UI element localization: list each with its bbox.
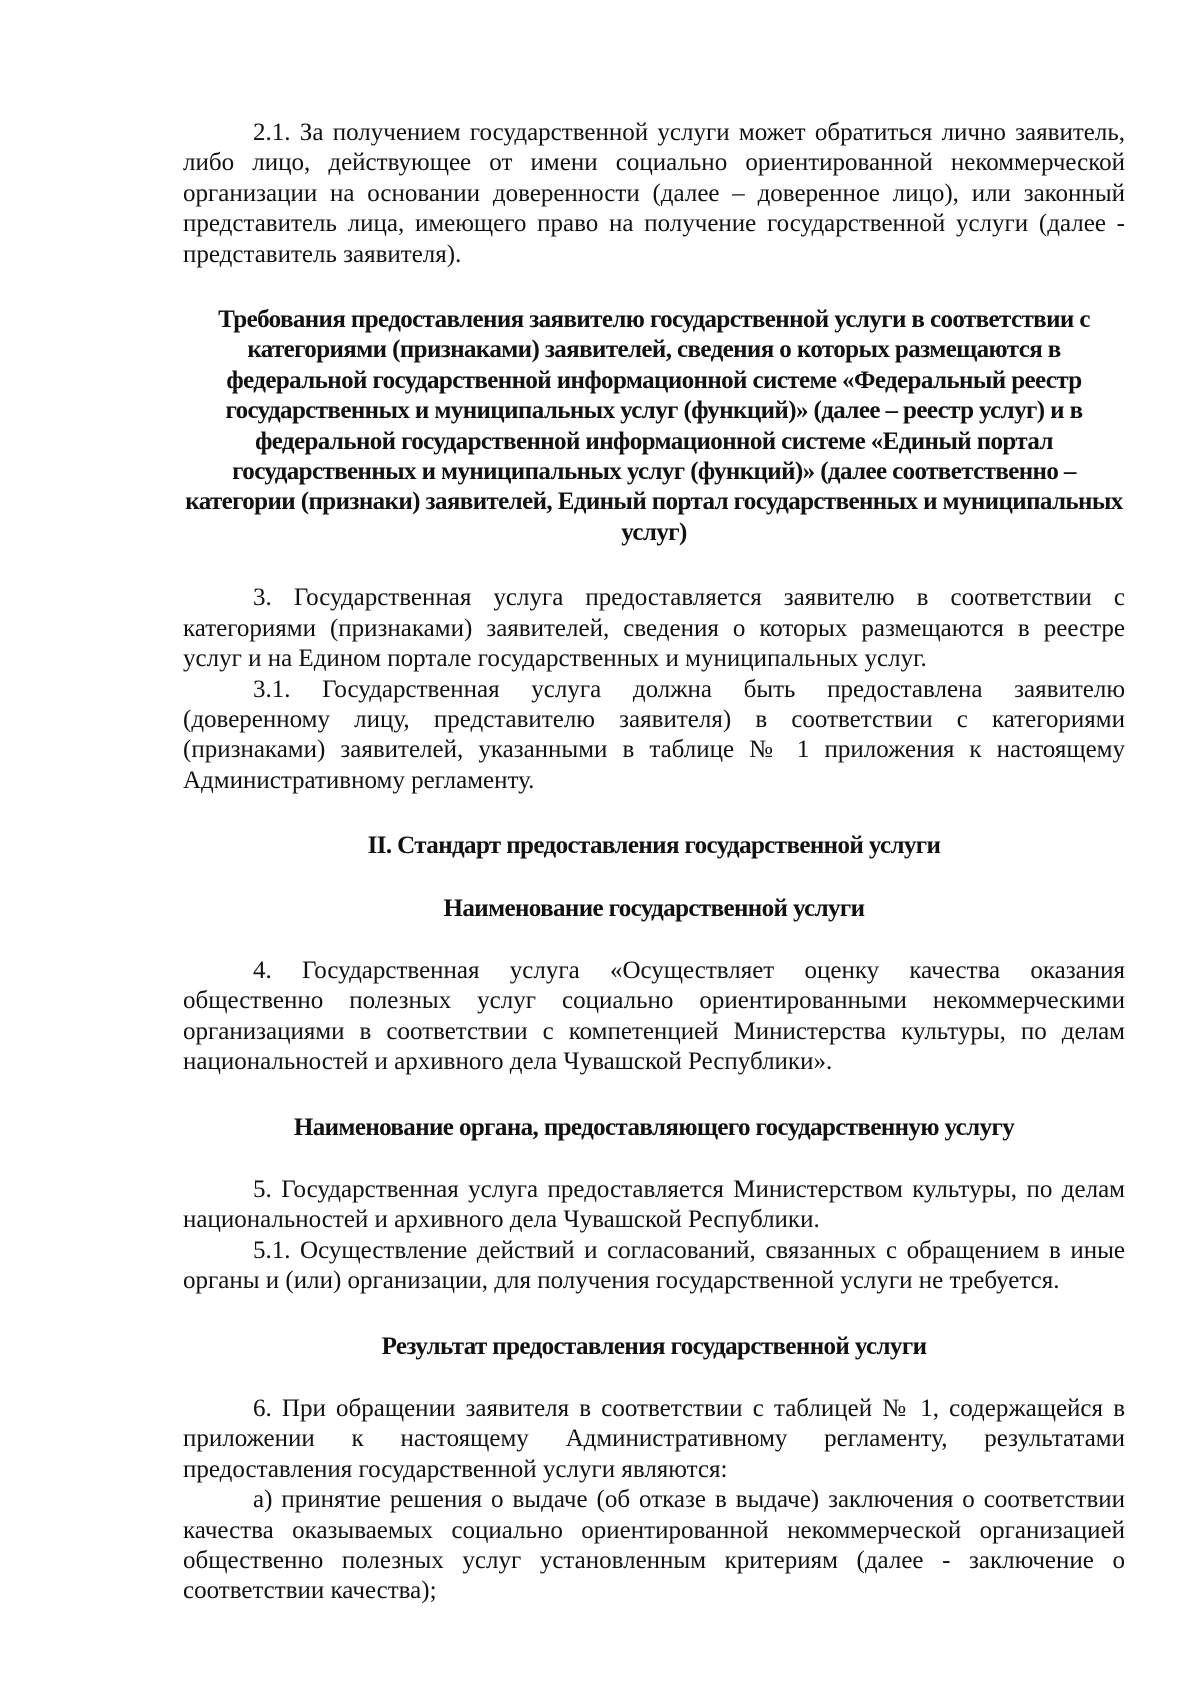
paragraph-3: 3. Государственная услуга предоставляется заявителю в соответствии с категориями (признаками) заявителей, сведения о которых размещаются в реестре услуг и на Едином портале государственных и муниципальных услуг. [183,584,1125,673]
spacer [183,270,1125,305]
spacer [183,1362,1125,1394]
spacer [183,1078,1125,1113]
paragraph-5-1: 5.1. Осуществление действий и согласований, связанных с обращением в иные органы и (или) организации, для получения государственной услуги не требуется. [183,1236,1125,1295]
heading-requirements: Требования предоставления заявителю государственной услуги в соответствии с категориями (признаками) заявителей, сведения о которых размещаются в федеральной государственной информационной системе «Федеральный реестр государственных и муниципальных услуг (функций)» (далее – реестр услуг) и в федеральной государственной информационной системе «Единый портал государственных и муниципальных услуг (функций)» (далее соответственно – категории (признаки) заявителей, Единый портал государственных и муниципальных услуг) [185,306,1123,546]
spacer [183,862,1125,894]
paragraph-6: 6. При обращении заявителя в соответствии с таблицей № 1, содержащейся в приложении к настоящему Административному регламенту, результатами предоставления государственной услуги являются: [183,1395,1125,1483]
heading-authority-name: Наименование органа, предоставляющего государственную услугу [293,1113,1015,1141]
heading-section-2: II. Стандарт предоставления государственной услуги [367,832,941,860]
heading-result: Результат предоставления государственной услуги [381,1332,927,1360]
heading-service-name: Наименование государственной услуги [443,894,865,922]
paragraph-6-a: а) принятие решения о выдаче (об отказе в выдаче) заключения о соответствии качества оказываемых социально ориентированной некоммерческой организацией общественно полезных услуг установленным критериям (далее - заключение о соответствии качества); [183,1486,1125,1605]
spacer [183,548,1125,583]
spacer [183,1143,1125,1175]
spacer [183,796,1125,831]
document-page [183,118,1125,1607]
paragraph-2-1: 2.1. За получением государственной услуги может обратиться лично заявитель, либо лицо, действующее от имени социально ориентированной некоммерческой организации на основании доверенности (далее – доверенное лицо), или законный представитель лица, имеющего право на получение государственной услуги (далее - представитель заявителя). [183,119,1125,268]
spacer [183,1297,1125,1332]
paragraph-5: 5. Государственная услуга предоставляется Министерством культуры, по делам национальностей и архивного дела Чувашской Республики. [183,1175,1125,1234]
paragraph-3-1: 3.1. Государственная услуга должна быть предоставлена заявителю (доверенному лицу, представителю заявителя) в соответствии с категориями (признаками) заявителей, указанными в таблице № 1 приложения к настоящему Административному регламенту. [183,675,1125,794]
paragraph-4: 4. Государственная услуга «Осуществляет оценку качества оказания общественно полезных услуг социально ориентированными некоммерческими организациями в соответствии с компетенцией Министерства культуры, по делам национальностей и архивного дела Чувашской Республики». [183,956,1125,1076]
spacer [183,924,1125,956]
